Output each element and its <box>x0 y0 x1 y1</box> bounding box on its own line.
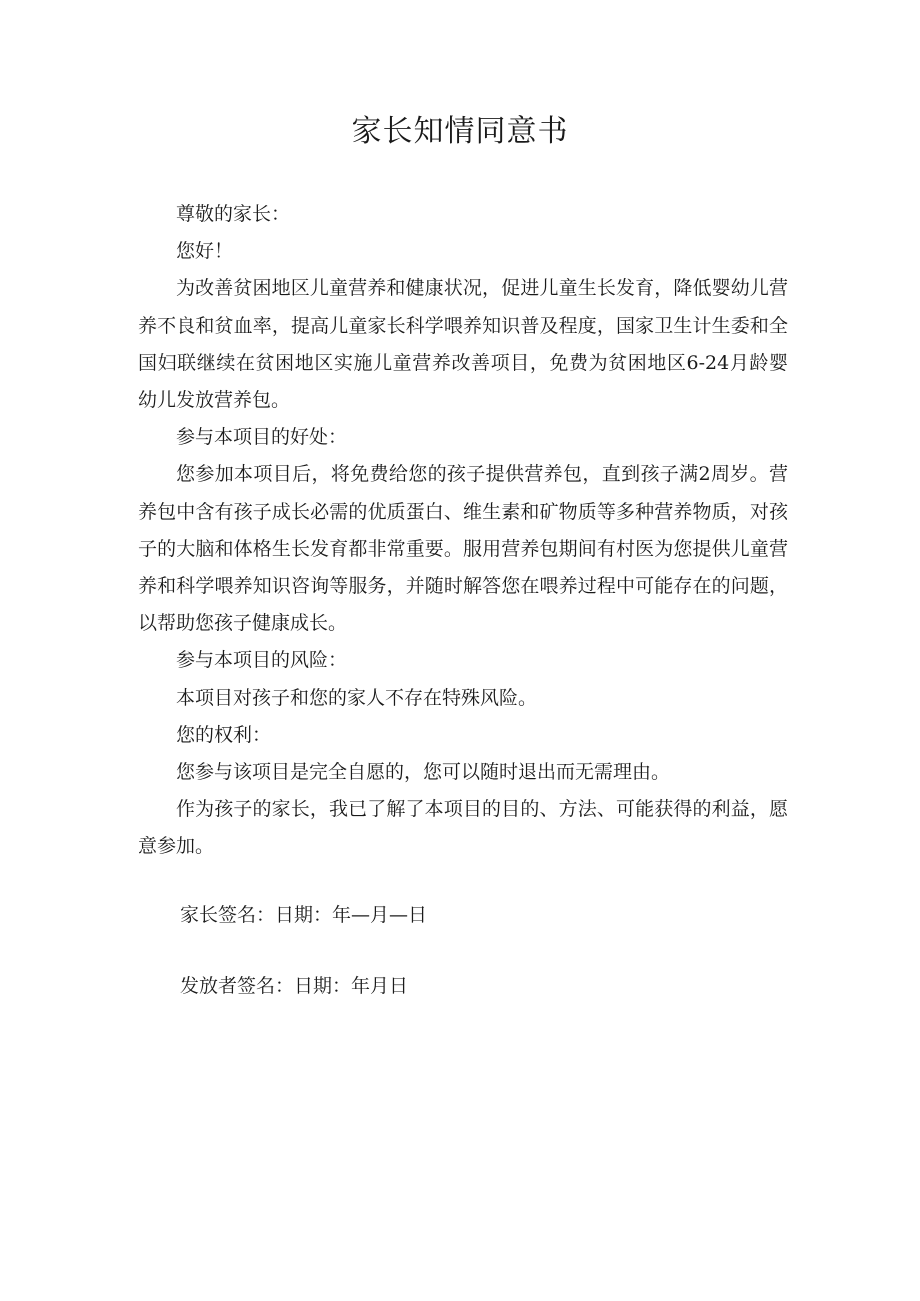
rights-paragraph: 您参与该项目是完全自愿的，您可以随时退出而无需理由。 <box>176 761 671 784</box>
salutation: 尊敬的家长： <box>176 203 291 225</box>
consent-paragraph: 作为孩子的家长，我已了解了本项目的目的、方法、可能获得的利益，愿意参加。 <box>138 798 788 858</box>
greeting: 您好！ <box>176 240 234 263</box>
document-body <box>138 196 788 866</box>
document-title: 家长知情同意书 <box>351 114 569 149</box>
parent-signature-line: 家长签名：日期：年—月—日 <box>180 904 428 926</box>
intro-paragraph: 为改善贫困地区儿童营养和健康状况，促进儿童生长发育，降低婴幼儿营养不良和贫血率，提高儿童家长科学喂养知识普及程度，国家卫生计生委和全国妇联继续在贫困地区实施儿童营养改善项目，免费为贫困地区6-24月龄婴幼儿发放营养包。 <box>138 277 788 412</box>
risks-paragraph: 本项目对孩子和您的家人不存在特殊风险。 <box>176 686 538 709</box>
rights-heading: 您的权利： <box>176 723 272 746</box>
issuer-signature-line: 发放者签名：日期：年月日 <box>180 975 409 997</box>
risks-heading: 参与本项目的风险： <box>176 649 348 672</box>
benefits-heading: 参与本项目的好处： <box>176 426 348 449</box>
benefits-paragraph: 您参加本项目后，将免费给您的孩子提供营养包，直到孩子满2周岁。营养包中含有孩子成长必需的优质蛋白、维生素和矿物质等多种营养物质，对孩子的大脑和体格生长发育都非常重要。服用营养包期间有村医为您提供儿童营养和科学喂养知识咨询等服务，并随时解答您在喂养过程中可能存在的问题，以帮助您孩子健康成长。 <box>138 463 788 635</box>
